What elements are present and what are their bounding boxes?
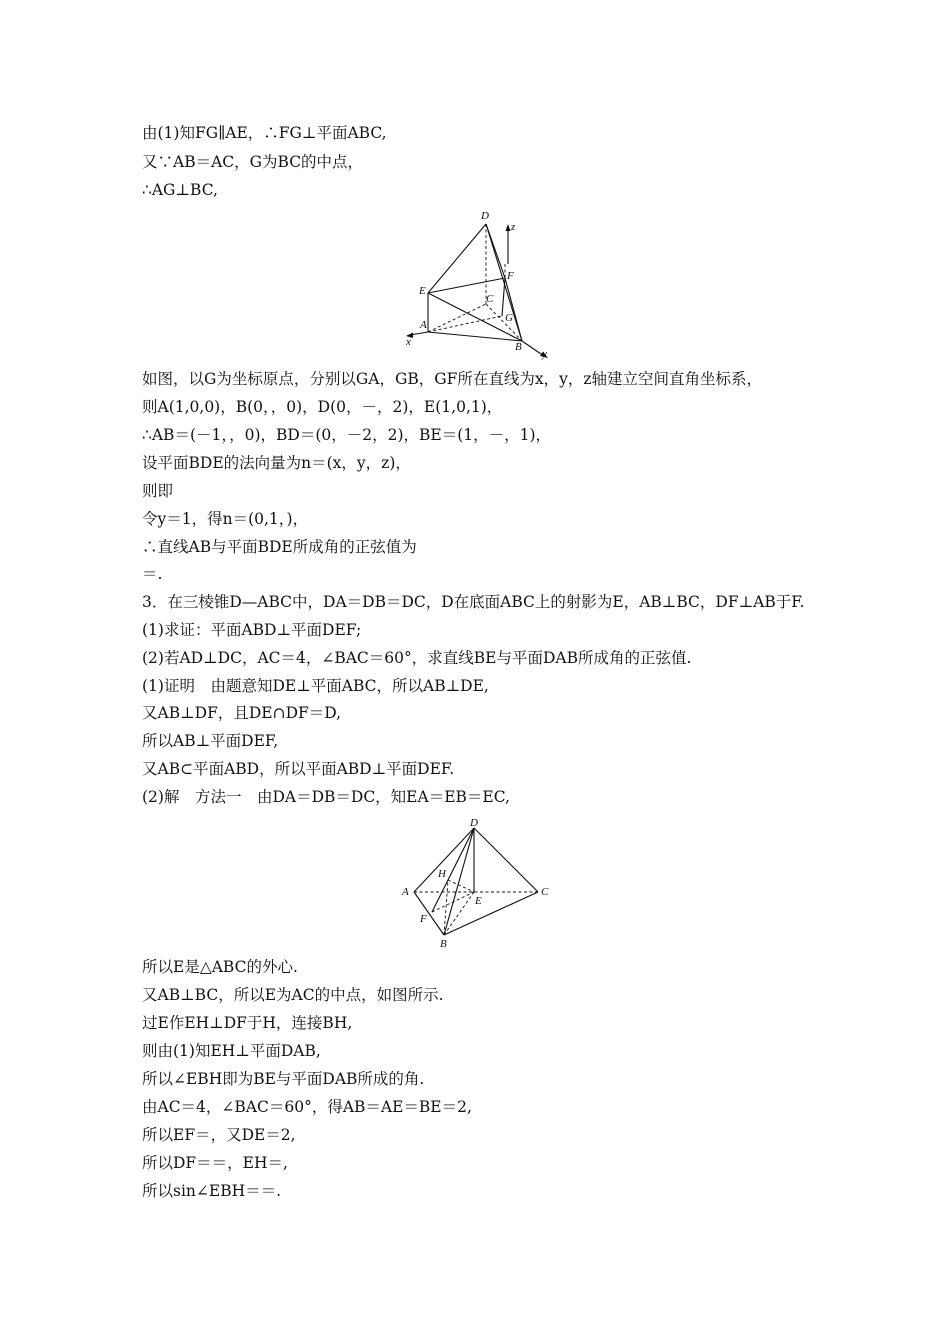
text-line: 所以∠EBH即为BE与平面DAB所成的角. xyxy=(142,1070,425,1088)
point-label: C xyxy=(486,293,494,305)
axis-label: x xyxy=(406,336,411,348)
text-line: 由(1)知FG∥AE，∴FG⊥平面ABC, xyxy=(142,124,387,142)
point-label: F xyxy=(420,913,427,925)
axis-label: z xyxy=(511,221,516,233)
point-label: E xyxy=(475,895,482,907)
point-label: E xyxy=(419,285,426,297)
point-label: B xyxy=(515,341,522,353)
text-line: ＝. xyxy=(142,565,163,583)
text-line: 如图，以G为坐标原点，分别以GA，GB，GF所在直线为x，y，z轴建立空间直角坐标系， xyxy=(142,370,763,388)
text-line: 又∵AB＝AC，G为BC的中点， xyxy=(142,153,364,171)
text-line: 则由(1)知EH⊥平面DAB, xyxy=(142,1042,321,1060)
axis-label: y xyxy=(542,348,547,360)
point-label: C xyxy=(541,886,549,898)
text-line: ∴AG⊥BC, xyxy=(142,181,218,199)
text-line: ∴直线AB与平面BDE所成角的正弦值为 xyxy=(142,538,417,556)
text-line: 设平面BDE的法向量为n＝(x，y，z)， xyxy=(142,454,411,472)
text-line: (2)解 方法一 由DA＝DB＝DC，知EA＝EB＝EC, xyxy=(142,788,510,806)
figure-tetrahedron xyxy=(398,814,558,954)
text-line: 又AB⊥BC，所以E为AC的中点，如图所示. xyxy=(142,986,444,1004)
point-label: G xyxy=(505,312,513,324)
text-line: 又AB⊂平面ABD，所以平面ABD⊥平面DEF. xyxy=(142,760,455,778)
text-line: 由AC＝4，∠BAC＝60°，得AB＝AE＝BE＝2, xyxy=(142,1098,472,1116)
text-line: (1)证明 由题意知DE⊥平面ABC，所以AB⊥DE, xyxy=(142,677,489,695)
text-line: ∴AB＝(－1，，0)，BD＝(0，－2，2)，BE＝(1，－，1)， xyxy=(142,426,552,444)
point-label: D xyxy=(481,210,489,222)
text-line: 令y＝1，得n＝(0,1，)， xyxy=(142,510,309,528)
point-label: A xyxy=(420,319,427,331)
problem-statement: 3．在三棱锥D—ABC中，DA＝DB＝DC，D在底面ABC上的射影为E，AB⊥BC，DF⊥AB于F. xyxy=(142,593,805,611)
point-label: F xyxy=(507,270,514,282)
text-line: 所以E是△ABC的外心. xyxy=(142,958,298,976)
text-line: 则即 xyxy=(142,482,174,500)
text-line: 所以DF＝＝，EH＝, xyxy=(142,1154,288,1172)
text-line: 所以AB⊥平面DEF, xyxy=(142,732,279,750)
text-line: 所以EF＝，又DE＝2, xyxy=(142,1126,296,1144)
text-line: (1)求证：平面ABD⊥平面DEF; xyxy=(142,621,362,639)
text-line: 则A(1,0,0)，B(0，，0)，D(0，－，2)，E(1,0,1)， xyxy=(142,398,503,416)
point-label: B xyxy=(440,938,447,950)
point-label: A xyxy=(402,886,409,898)
text-line: (2)若AD⊥DC，AC＝4，∠BAC＝60°，求直线BE与平面DAB所成角的正弦值. xyxy=(142,649,692,667)
point-label: H xyxy=(438,868,446,880)
figure-coordinate-pyramid xyxy=(398,206,558,362)
text-line: 所以sin∠EBH＝＝. xyxy=(142,1182,282,1200)
text-line: 过E作EH⊥DF于H，连接BH, xyxy=(142,1014,353,1032)
point-label: D xyxy=(470,817,478,829)
text-line: 又AB⊥DF，且DE∩DF＝D, xyxy=(142,704,342,722)
